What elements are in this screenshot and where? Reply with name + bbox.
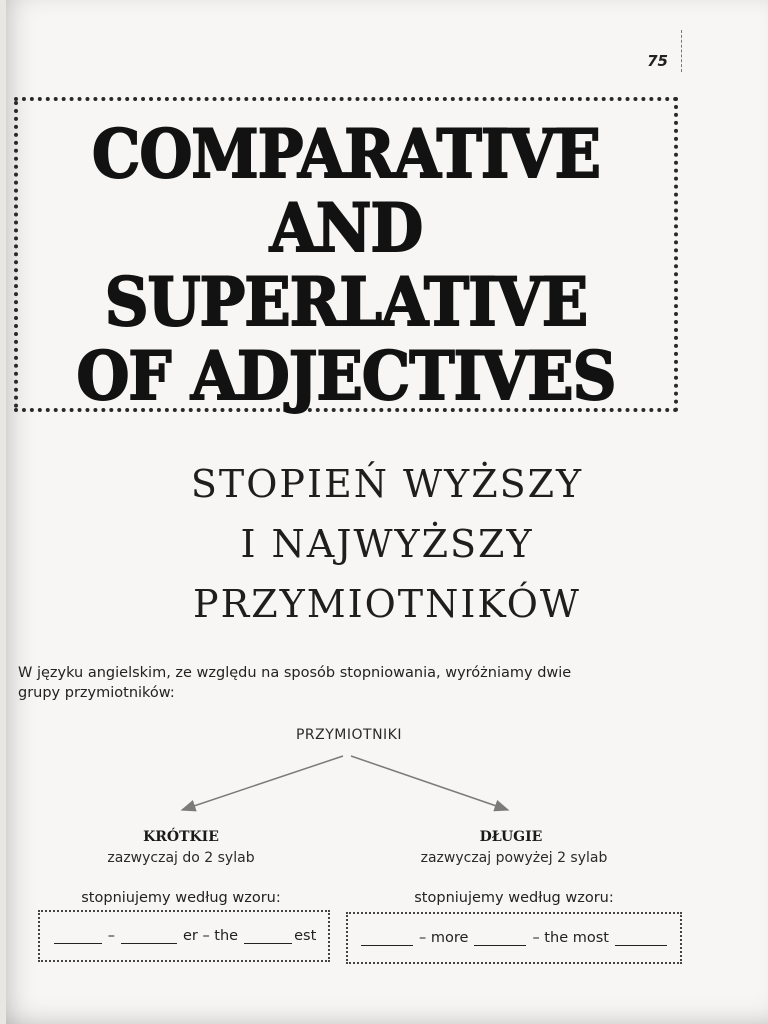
long-group-title: DŁUGIE <box>479 829 543 845</box>
subtitle-line-1: STOPIEŃ WYŻSZY <box>190 462 584 506</box>
formula-superlative-suffix: est <box>294 928 317 944</box>
formula-most: – the most <box>532 930 609 946</box>
diagram-arrows <box>6 0 768 1024</box>
formula-more: – more <box>419 930 469 946</box>
page-number: 75 <box>647 52 668 70</box>
blank-more <box>474 931 526 946</box>
title-line-4: OF ADJECTIVES <box>76 337 616 415</box>
short-group-title: KRÓTKIE <box>143 829 219 845</box>
subtitle-line-2: I NAJWYŻSZY <box>240 522 534 566</box>
blank-superlative <box>244 929 292 944</box>
short-group-desc: zazwyczaj do 2 sylab <box>107 850 255 866</box>
blank-base <box>54 929 102 944</box>
long-formula-box <box>346 912 682 964</box>
intro-line-1: W języku angielskim, ze względu na sposób stopniowania, wyróżniamy dwie <box>18 665 572 681</box>
long-group-desc: zazwyczaj powyżej 2 sylab <box>420 850 608 866</box>
arrow-right <box>351 756 508 810</box>
formula-comparative-suffix: er – the <box>182 928 239 944</box>
subtitle-line-3: PRZYMIOTNIKÓW <box>193 582 581 626</box>
short-formula-box <box>38 910 330 962</box>
blank-base-long <box>361 931 413 946</box>
short-pattern-label: stopniujemy według wzoru: <box>81 890 281 906</box>
diagram-root-label: PRZYMIOTNIKI <box>295 727 402 743</box>
blank-comparative <box>121 929 177 944</box>
arrow-left <box>182 756 343 810</box>
title-line-1: COMPARATIVE <box>92 115 600 193</box>
textbook-page <box>6 0 768 1024</box>
long-pattern-label: stopniujemy według wzoru: <box>414 890 614 906</box>
title-line-3: SUPERLATIVE <box>104 263 588 341</box>
blank-most <box>615 931 667 946</box>
formula-dash: – <box>107 928 115 944</box>
intro-line-2: grupy przymiotników: <box>18 685 175 701</box>
title-line-2: AND <box>269 189 423 267</box>
